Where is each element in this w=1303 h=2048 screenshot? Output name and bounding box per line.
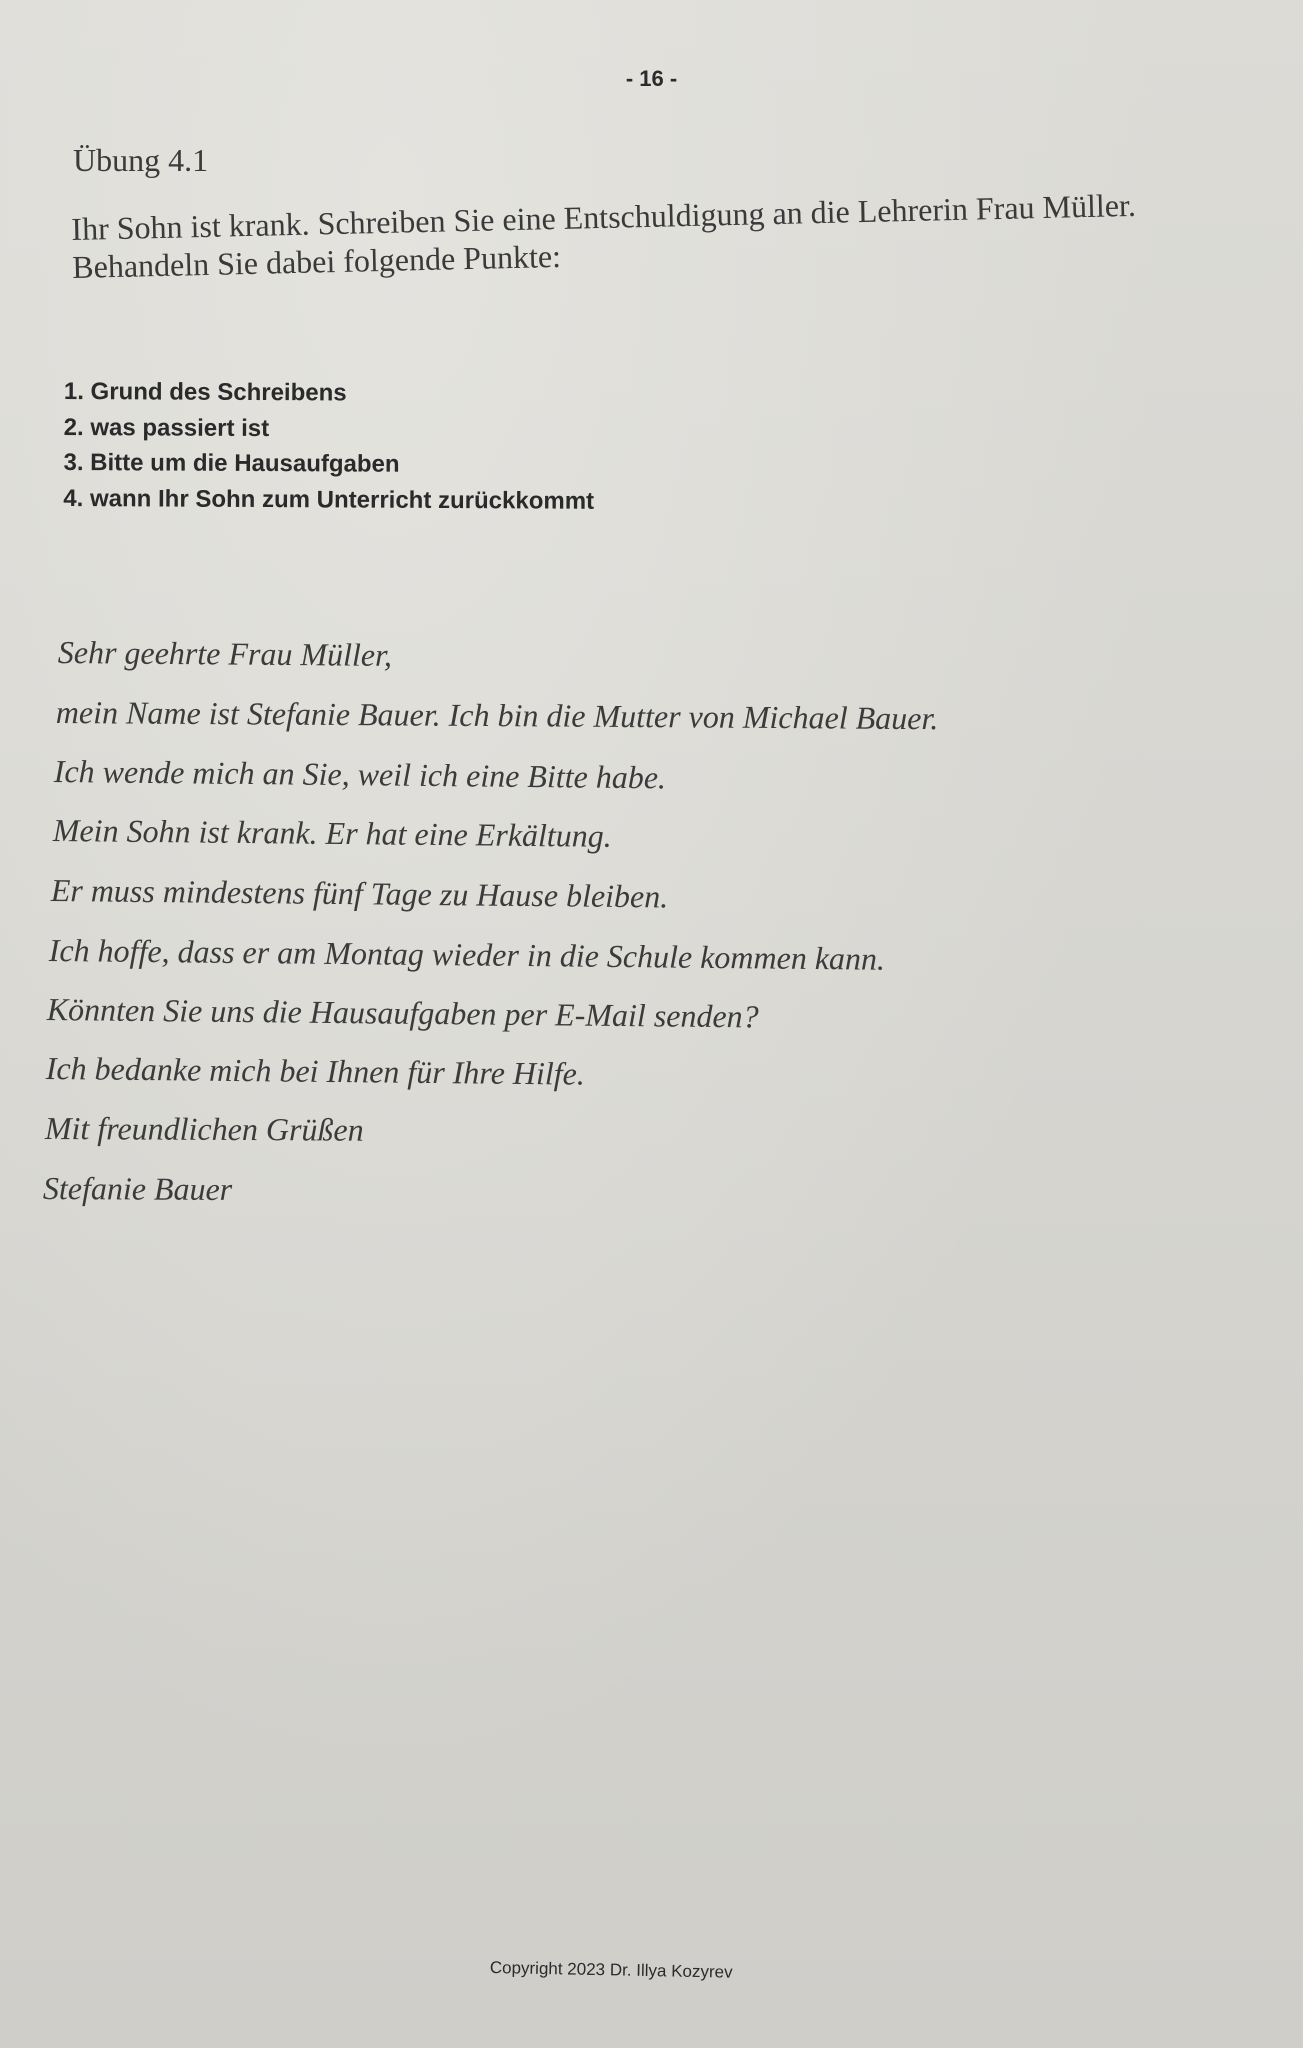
- letter-line: Mein Sohn ist krank. Er hat eine Erkältung.: [52, 812, 612, 854]
- instruction-text: [71, 183, 1252, 286]
- task-point: 2. was passiert ist: [63, 413, 270, 442]
- letter-salutation: Sehr geehrte Frau Müller,: [57, 634, 393, 673]
- instruction-line: Behandeln Sie dabei folgende Punkte:: [71, 237, 562, 285]
- exercise-title: Übung 4.1: [73, 142, 209, 178]
- letter-line: Er muss mindestens fünf Tage zu Hause bleiben.: [50, 872, 669, 915]
- letter-line: Ich bedanke mich bei Ihnen für Ihre Hilfe.: [45, 1050, 586, 1092]
- page-number: - 16 -: [625, 66, 678, 91]
- letter-closing: Mit freundlichen Grüßen: [44, 1110, 364, 1148]
- letter-line: Ich wende mich an Sie, weil ich eine Bitte habe.: [53, 753, 667, 796]
- letter-line: Könnten Sie uns die Hausaufgaben per E-Mail senden?: [46, 991, 759, 1035]
- task-point: 1. Grund des Schreibens: [63, 377, 347, 407]
- task-point: 3. Bitte um die Hausaufgaben: [63, 448, 400, 478]
- instruction-line: Ihr Sohn ist krank. Schreiben Sie eine Entschuldigung an die Lehrerin Frau Müller.: [71, 186, 1137, 247]
- task-points-list: [63, 374, 594, 519]
- copyright-footer: Copyright 2023 Dr. Illya Kozyrev: [489, 1958, 733, 1982]
- letter-line: mein Name ist Stefanie Bauer. Ich bin die Mutter von Michael Bauer.: [55, 694, 939, 737]
- task-point: 4. wann Ihr Sohn zum Unterricht zurückkommt: [63, 484, 595, 515]
- letter-signature: Stefanie Bauer: [42, 1170, 233, 1207]
- letter-line: Ich hoffe, dass er am Montag wieder in die Schule kommen kann.: [48, 932, 886, 977]
